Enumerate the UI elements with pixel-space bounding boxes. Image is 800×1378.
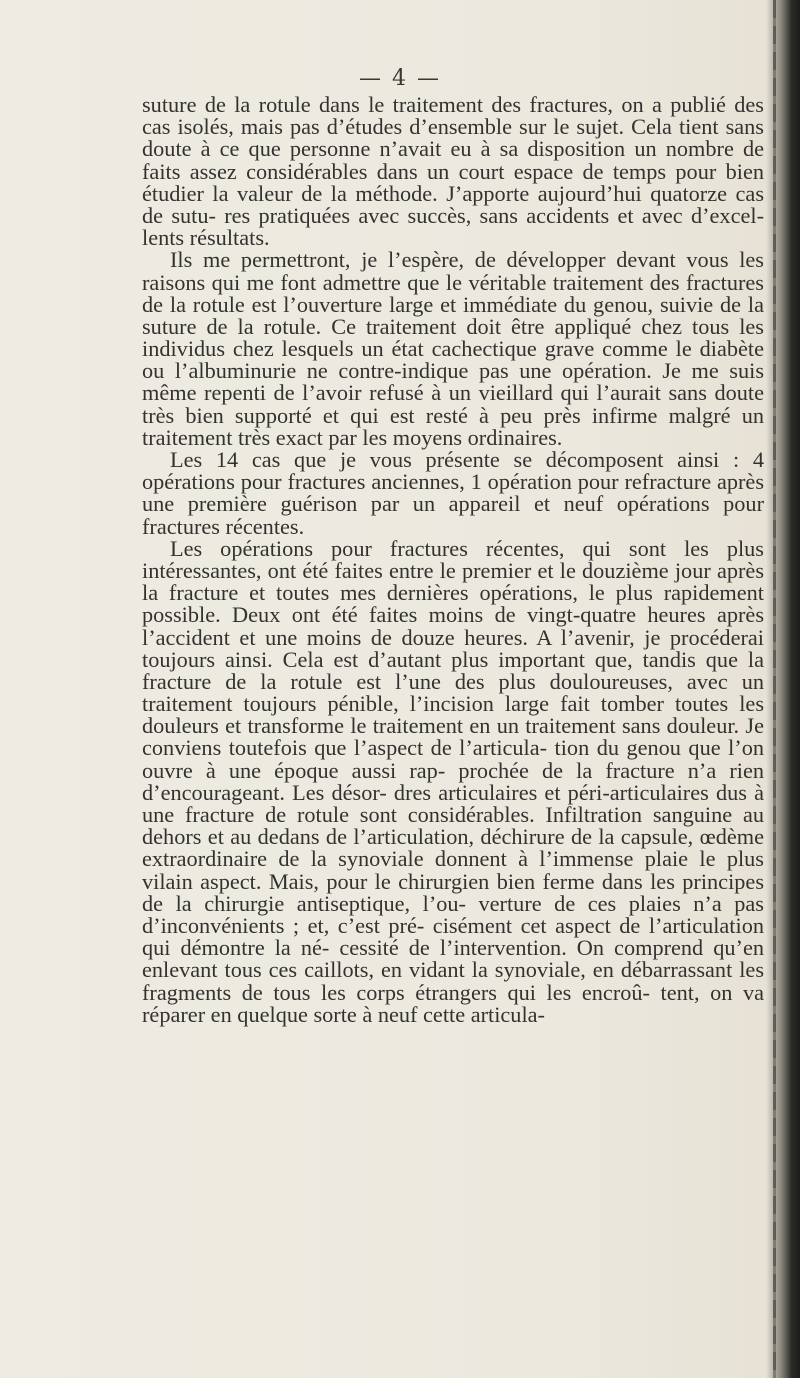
page-edge-shadow [766,0,800,1378]
paragraph: suture de la rotule dans le traitement des fractures, on a publié des cas isolés, mais pas d’études d’ensemble sur le sujet. Cela tient sans doute à ce que personne n’avait eu à sa disposition un nombre de faits assez considérables dans un court espace de temps pour bien étudier la valeur de la méthode. J’apporte aujourd’hui quatorze cas de sutu- res pratiquées avec succès, sans accidents et avec d’excel- lents résultats. [142,92,764,251]
body-text [142,94,764,1026]
page-binding-edge [773,0,776,1378]
paragraph: Les opérations pour fractures récentes, qui sont les plus intéressantes, ont été faites entre le premier et le douzième jour après la fracture et toutes mes dernières opérations, le plus rapidement possible. Deux ont été faites moins de vingt-quatre heures après l’accident et une moins de douze heures. A l’avenir, je procéderai toujours ainsi. Cela est d’autant plus important que, tandis que la fracture de la rotule est l’une des plus douloureuses, avec un traitement toujours pénible, l’incision large fait tomber toutes les douleurs et transforme le traitement en un traitement sans douleur. Je conviens toutefois que l’aspect de l’articula- tion du genou que l’on ouvre à une époque aussi rap- prochée de la fracture n’a rien d’encourageant. Les désor- dres articulaires et péri-articulaires dus à une fracture de rotule sont considérables. Infiltration sanguine au dehors et au dedans de l’articulation, déchirure de la capsule, œdème extraordinaire de la synoviale donnent à l’immense plaie le plus vilain aspect. Mais, pour le chirurgien bien ferme dans les principes de la chirurgie antiseptique, l’ou- verture de ces plaies n’a pas d’inconvénients ; et, c’est pré- cisément cet aspect de l’articulation qui démontre la né- cessité de l’intervention. On comprend qu’en enlevant tous ces caillots, en vidant la synoviale, en débarrassant les fragments de tous les corps étrangers qui les encroû- tent, on va réparer en quelque sorte à neuf cette articula- [142,535,764,1027]
page-number: — 4 — [359,66,441,91]
paragraph: Ils me permettront, je l’espère, de développer devant vous les raisons qui me font admettre que le véritable traitement des fractures de la rotule est l’ouverture large et immédiate du genou, suivie de la suture de la rotule. Ce traitement doit être appliqué chez tous les individus chez lesquels un état cachectique grave comme le diabète ou l’albuminurie ne contre-indique pas une opération. Je me suis même repenti de l’avoir refusé à un vieillard qui l’aurait sans doute très bien supporté et qui est resté à peu près infirme malgré un traitement très exact par les moyens ordinaires. [142,247,764,450]
paragraph: Les 14 cas que je vous présente se décomposent ainsi : 4 opérations pour fractures anciennes, 1 opération pour refracture après une première guérison par un appareil et neuf opérations pour fractures récentes. [142,447,764,539]
